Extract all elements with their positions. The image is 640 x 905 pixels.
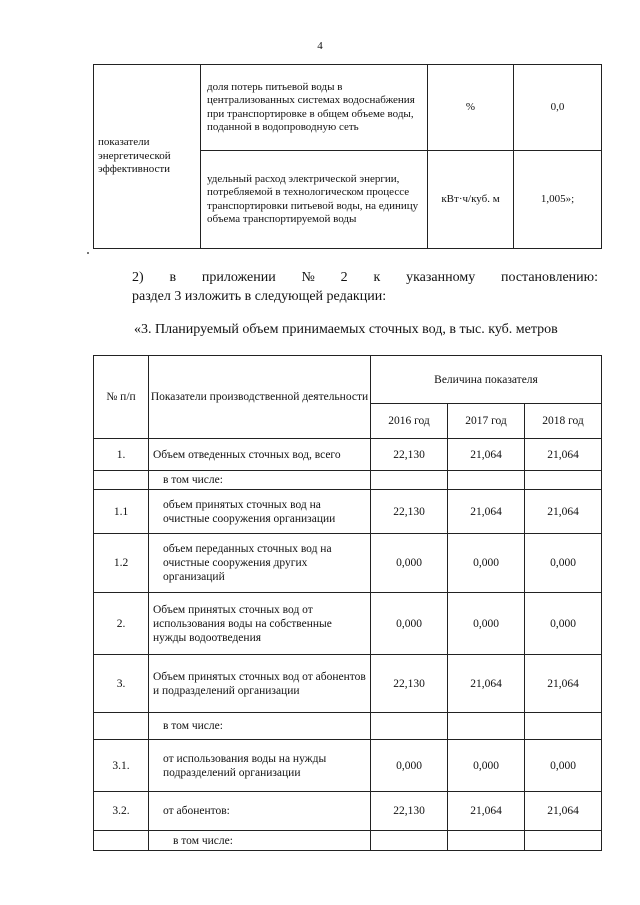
table-row	[94, 792, 602, 831]
indicator-unit: %	[428, 65, 514, 151]
row-value: 21,064	[448, 655, 525, 713]
row-value: 21,064	[525, 490, 602, 534]
row-value: 0,000	[448, 740, 525, 792]
row-value: 0,000	[371, 740, 448, 792]
paragraph-second-line: раздел 3 изложить в следующей редакции:	[132, 289, 387, 304]
row-value	[525, 471, 602, 490]
row-label: в том числе:	[149, 713, 371, 740]
indicator-value: 0,0	[514, 65, 602, 151]
row-value	[448, 713, 525, 740]
row-label: Объем принятых сточных вод от использования воды на собственные нужды водоотведения	[149, 593, 371, 655]
page-number: 4	[317, 40, 323, 52]
row-value: 0,000	[525, 534, 602, 593]
table-row	[94, 831, 602, 851]
word: приложении	[201, 270, 276, 285]
row-value	[371, 831, 448, 851]
row-value: 0,000	[525, 593, 602, 655]
table-row	[94, 534, 602, 593]
table-row	[94, 65, 602, 151]
row-value	[525, 713, 602, 740]
header-indicators: Показатели производственной деятельности	[149, 356, 371, 439]
table-row	[94, 740, 602, 792]
word: к	[373, 270, 381, 285]
amendment-paragraph	[132, 268, 598, 306]
row-number: 1.2	[94, 534, 149, 593]
row-label: от использования воды на нужды подразделений организации	[149, 740, 371, 792]
indicator-unit: кВт·ч/куб. м	[428, 151, 514, 249]
row-number: 3.	[94, 655, 149, 713]
indicator-description: доля потерь питьевой воды в централизованных системах водоснабжения при транспортировке в общем объеме воды, поданной в водопроводную сеть	[201, 65, 428, 151]
row-number: 1.	[94, 439, 149, 471]
row-value: 0,000	[525, 740, 602, 792]
header-year: 2018 год	[525, 404, 602, 439]
row-value: 21,064	[525, 439, 602, 471]
row-label: объем принятых сточных вод на очистные сооружения организации	[149, 490, 371, 534]
row-label: Объем отведенных сточных вод, всего	[149, 439, 371, 471]
row-label: в том числе:	[149, 831, 371, 851]
row-value	[525, 831, 602, 851]
row-label: в том числе:	[149, 471, 371, 490]
row-value: 22,130	[371, 792, 448, 831]
row-value: 22,130	[371, 490, 448, 534]
header-row	[94, 356, 602, 404]
row-label: Объем принятых сточных вод от абонентов и подразделений организации	[149, 655, 371, 713]
row-number: 3.1.	[94, 740, 149, 792]
table-row	[94, 439, 602, 471]
row-label: объем переданных сточных вод на очистные сооружения других организаций	[149, 534, 371, 593]
table-row	[94, 655, 602, 713]
row-value	[448, 471, 525, 490]
row-value: 0,000	[371, 593, 448, 655]
section-heading: «3. Планируемый объем принимаемых сточных вод, в тыс. куб. метров	[134, 322, 558, 337]
row-value: 22,130	[371, 439, 448, 471]
table-row	[94, 713, 602, 740]
word: №	[301, 270, 315, 285]
header-number: № п/п	[94, 356, 149, 439]
row-number	[94, 471, 149, 490]
row-value: 21,064	[525, 655, 602, 713]
row-value: 0,000	[448, 593, 525, 655]
row-number: 3.2.	[94, 792, 149, 831]
table-row	[94, 490, 602, 534]
indicator-description: удельный расход электрической энергии, потребляемой в технологическом процессе транспортировки питьевой воды, на единицу объема транспортируемой воды	[201, 151, 428, 249]
wastewater-volume-table	[93, 355, 602, 851]
row-value: 21,064	[448, 439, 525, 471]
table-row	[94, 471, 602, 490]
row-value: 22,130	[371, 655, 448, 713]
row-number	[94, 831, 149, 851]
word: 2)	[132, 270, 144, 285]
row-value	[371, 471, 448, 490]
word: постановлению:	[500, 270, 598, 285]
indicator-value: 1,005»;	[514, 151, 602, 249]
row-value	[371, 713, 448, 740]
energy-efficiency-table	[93, 64, 602, 249]
row-value: 21,064	[525, 792, 602, 831]
word: указанному	[406, 270, 476, 285]
scan-dot	[87, 252, 89, 254]
header-year: 2017 год	[448, 404, 525, 439]
row-value: 0,000	[448, 534, 525, 593]
row-value: 21,064	[448, 792, 525, 831]
row-number: 1.1	[94, 490, 149, 534]
table-row	[94, 593, 602, 655]
word: в	[169, 270, 177, 285]
header-value-group: Величина показателя	[371, 356, 602, 404]
row-number: 2.	[94, 593, 149, 655]
row-label: от абонентов:	[149, 792, 371, 831]
row-value	[448, 831, 525, 851]
header-year: 2016 год	[371, 404, 448, 439]
paragraph-first-line	[132, 268, 598, 287]
indicator-group-label: показатели энергетической эффективности	[94, 65, 201, 249]
row-value: 0,000	[371, 534, 448, 593]
word: 2	[340, 270, 348, 285]
row-value: 21,064	[448, 490, 525, 534]
row-number	[94, 713, 149, 740]
